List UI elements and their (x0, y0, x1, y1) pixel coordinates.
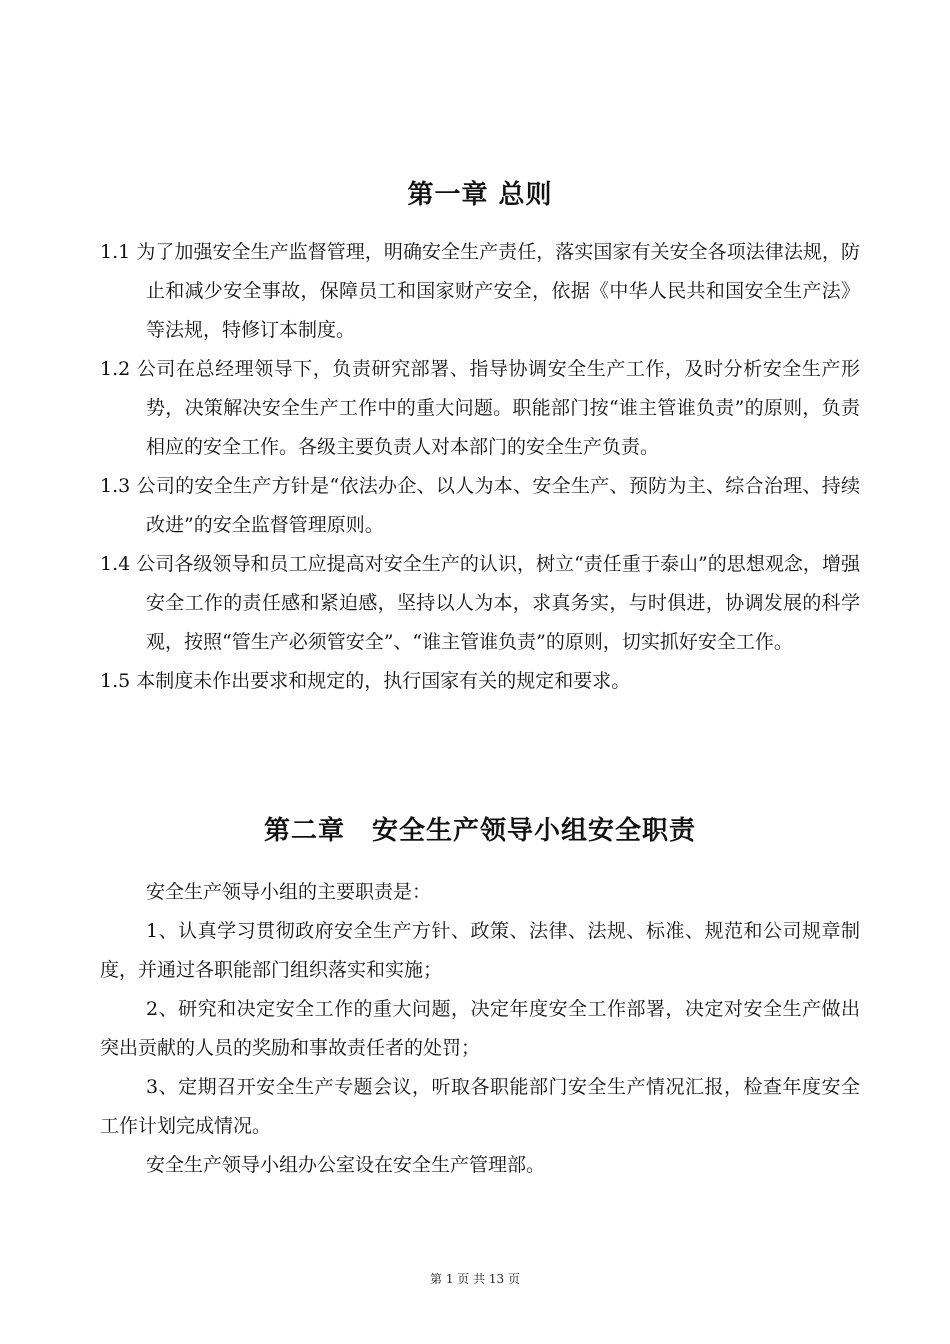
chapter-1-clauses (100, 233, 860, 701)
chapter-2-duties (100, 873, 860, 1185)
page-number-footer: 第 1 页 共 13 页 (430, 1272, 520, 1286)
clause-1-3: 1.3 公司的安全生产方针是“依法办企、以人为本、安全生产、预防为主、综合治理、持续改进”的安全监督管理原则。 (100, 475, 861, 536)
duty-item-2: 2、研究和决定安全工作的重大问题，决定年度安全工作部署，决定对安全生产做出突出贡献的人员的奖励和事故责任者的处罚； (100, 998, 860, 1059)
clause-1-1: 1.1 为了加强安全生产监督管理，明确安全生产责任，落实国家有关安全各项法律法规，防止和减少安全事故，保障员工和国家财产安全，依据《中华人民共和国安全生产法》等法规，特修订本制度。 (100, 241, 860, 341)
clause-1-2: 1.2 公司在总经理领导下，负责研究部署、指导协调安全生产工作，及时分析安全生产形势，决策解决安全生产工作中的重大问题。职能部门按“谁主管谁负责”的原则，负责相应的安全工作。各级主要负责人对本部门的安全生产负责。 (100, 358, 860, 458)
clause-1-5: 1.5 本制度未作出要求和规定的，执行国家有关的规定和要求。 (100, 670, 631, 692)
duty-item-3: 3、定期召开安全生产专题会议，听取各职能部门安全生产情况汇报，检查年度安全工作计划完成情况。 (100, 1076, 860, 1137)
duty-item-1: 1、认真学习贯彻政府安全生产方针、政策、法律、法规、标准、规范和公司规章制度，并通过各职能部门组织落实和实施； (100, 920, 860, 981)
office-location: 安全生产领导小组办公室设在安全生产管理部。 (146, 1154, 546, 1176)
duties-intro: 安全生产领导小组的主要职责是： (146, 881, 432, 903)
chapter-2-title: 第二章 安全生产领导小组安全职责 (263, 816, 696, 846)
clause-1-4: 1.4 公司各级领导和员工应提高对安全生产的认识，树立“责任重于泰山”的思想观念，增强安全工作的责任感和紧迫感，坚持以人为本，求真务实，与时俱进，协调发展的科学观，按照“管生产必须管安全”、“谁主管谁负责”的原则，切实抓好安全工作。 (100, 553, 860, 653)
chapter-1-title: 第一章 总则 (407, 180, 553, 210)
